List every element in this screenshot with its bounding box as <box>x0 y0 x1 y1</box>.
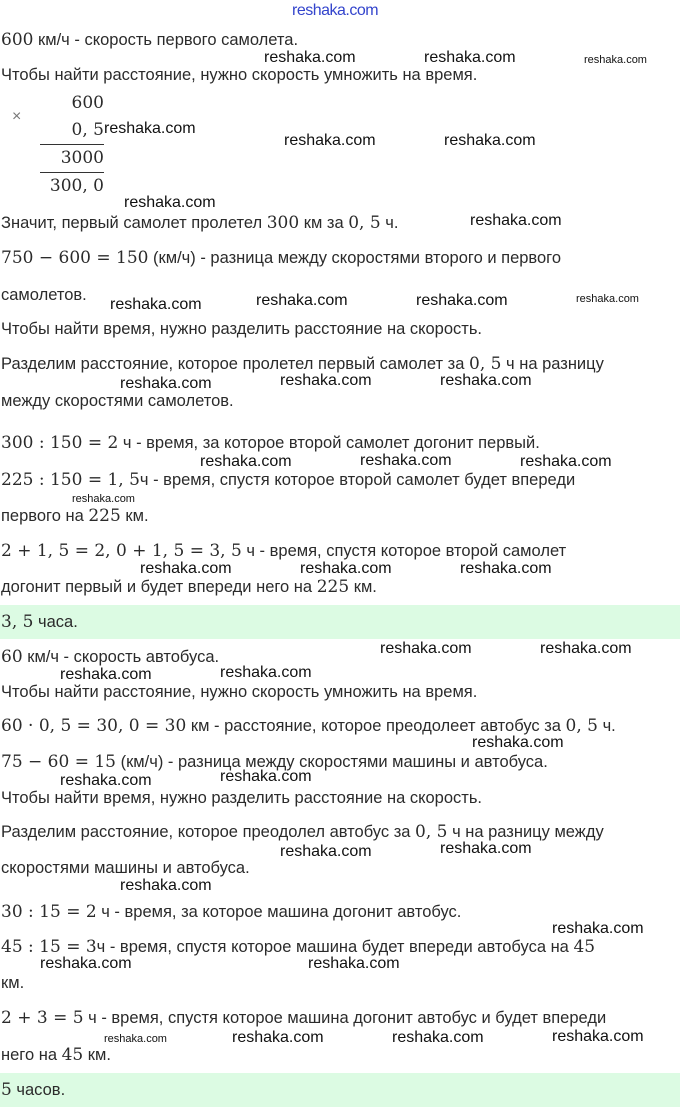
watermark: reshaka.com <box>300 560 392 577</box>
text-line <box>1 66 477 84</box>
text-segment: км/ч - скорость автобуса. <box>22 648 220 666</box>
watermark: reshaka.com <box>200 453 292 470</box>
text-segment: Значит, первый самолет пролетел <box>1 214 267 232</box>
text-segment: часа. <box>33 613 78 631</box>
math-expression: 45 <box>573 937 596 957</box>
watermark: reshaka.com <box>104 120 196 137</box>
watermark: reshaka.com <box>552 1028 644 1045</box>
text-segment: Разделим расстояние, которое пролетел первый самолет за <box>1 355 469 373</box>
math-expression: 300 <box>266 213 300 233</box>
watermark: reshaka.com <box>360 452 452 469</box>
math-expression: 60 · 0, 5 = 30, 0 = 30 <box>1 716 187 736</box>
text-line <box>1 355 604 373</box>
watermark: reshaka.com <box>576 293 639 305</box>
watermark: reshaka.com <box>232 1029 324 1046</box>
text-line <box>1 392 234 410</box>
math-expression: 300 : 150 = 2 <box>1 433 119 453</box>
text-segment: км. <box>83 1046 111 1064</box>
math-expression: 75 − 60 = 15 <box>1 752 116 772</box>
watermark: reshaka.com <box>120 375 212 392</box>
text-segment: ч - время, спустя которое машина догонит автобус и будет впереди <box>83 1009 607 1027</box>
product: 300, 0 <box>40 172 104 200</box>
text-segment: ч - время, спустя которое второй самолет будет впереди <box>139 471 576 489</box>
math-expression: 225 : 150 = 1, 5 <box>1 470 140 490</box>
math-expression: 225 <box>316 577 350 597</box>
watermark: reshaka.com <box>520 453 612 470</box>
watermark: reshaka.com <box>380 640 472 657</box>
column-multiplication <box>40 90 104 200</box>
text-line <box>1 507 149 525</box>
watermark: reshaka.com <box>424 49 516 66</box>
text-line <box>1 31 298 49</box>
watermark: reshaka.com <box>104 1033 167 1045</box>
text-segment: между скоростями самолетов. <box>1 392 234 410</box>
watermark: reshaka.com <box>416 292 508 309</box>
text-segment: первого на <box>1 507 89 525</box>
watermark: reshaka.com <box>440 372 532 389</box>
text-segment: км. <box>349 578 377 596</box>
multiplier: 0, 5 <box>71 120 104 140</box>
text-line <box>1 320 482 338</box>
text-segment: (км/ч) - разница между скоростями машины и автобуса. <box>116 753 548 771</box>
watermark: reshaka.com <box>440 840 532 857</box>
text-segment: км. <box>120 507 149 525</box>
math-expression: 0, 5 <box>348 213 381 233</box>
watermark: reshaka.com <box>472 734 564 751</box>
partial-product: 3000 <box>40 144 104 172</box>
watermark: reshaka.com <box>264 49 356 66</box>
text-line <box>1 578 377 596</box>
math-expression: 2 + 1, 5 = 2, 0 + 1, 5 = 3, 5 <box>1 541 242 561</box>
watermark: reshaka.com <box>470 212 562 229</box>
text-segment: км. <box>1 974 25 992</box>
text-line <box>1 859 250 877</box>
math-expression: 225 <box>88 506 121 526</box>
text-segment: ч. <box>598 717 616 735</box>
text-segment: ч на разницу <box>501 355 604 373</box>
math-expression: 45 : 15 = 3 <box>1 937 97 957</box>
text-segment: догонит первый и будет впереди него на <box>1 578 317 596</box>
text-line <box>1 471 575 489</box>
watermark: reshaka.com <box>280 843 372 860</box>
text-segment: самолетов. <box>1 286 87 304</box>
text-segment: Чтобы найти расстояние, нужно скорость умножить на время. <box>1 66 478 84</box>
math-expression: 30 : 15 = 2 <box>1 902 97 922</box>
math-expression: 0, 5 <box>469 354 502 374</box>
watermark: reshaka.com <box>72 493 135 505</box>
text-segment: часов. <box>11 1081 66 1099</box>
watermark: reshaka.com <box>220 664 312 681</box>
answer-box <box>0 1073 680 1107</box>
math-expression: 0, 5 <box>565 716 598 736</box>
text-segment: (км/ч) - разница между скоростями второго и первого <box>148 249 562 267</box>
watermark: reshaka.com <box>308 955 400 972</box>
watermark: reshaka.com <box>140 560 232 577</box>
answer-box <box>0 605 680 639</box>
watermark: reshaka.com <box>392 1029 484 1046</box>
math-expression: 45 <box>61 1045 84 1065</box>
multiplicand: 600 <box>71 93 104 113</box>
text-segment: ч - время, за которое машина догонит автобус. <box>96 903 462 921</box>
text-segment: ч - время, спустя которое второй самолет <box>241 542 567 560</box>
watermark: reshaka.com <box>444 132 536 149</box>
math-expression: 0, 5 <box>415 822 448 842</box>
text-line <box>1 717 616 735</box>
text-line <box>1 434 540 452</box>
text-segment: ч на разницу между <box>447 823 604 841</box>
text-segment: Чтобы найти время, нужно разделить расстояние на скорость. <box>1 320 483 338</box>
watermark: reshaka.com <box>292 2 379 19</box>
watermark: reshaka.com <box>40 955 132 972</box>
text-line <box>1 683 477 701</box>
multiply-sign: × <box>12 108 22 125</box>
text-line <box>1 542 566 560</box>
math-expression: 600 <box>1 30 34 50</box>
text-line <box>1 903 461 921</box>
math-expression: 2 + 3 = 5 <box>1 1008 84 1028</box>
text-line <box>1 1009 606 1027</box>
text-line <box>1 823 604 841</box>
watermark: reshaka.com <box>552 920 644 937</box>
text-segment: Чтобы найти время, нужно разделить расстояние на скорость. <box>1 789 483 807</box>
text-segment: км за <box>299 214 349 232</box>
watermark: reshaka.com <box>280 372 372 389</box>
text-line <box>1 286 87 304</box>
math-expression: 60 <box>1 647 23 667</box>
text-segment: него на <box>1 1046 62 1064</box>
text-line <box>1 214 398 232</box>
watermark: reshaka.com <box>256 292 348 309</box>
text-line <box>1 938 595 956</box>
math-expression: 750 − 600 = 150 <box>1 248 149 268</box>
text-line <box>1 1081 65 1099</box>
watermark: reshaka.com <box>460 560 552 577</box>
watermark: reshaka.com <box>110 296 202 313</box>
math-expression: 5 <box>1 1080 12 1100</box>
text-line <box>1 789 482 807</box>
text-segment: ч - время, за которое второй самолет догонит первый. <box>118 434 540 452</box>
math-expression: 3, 5 <box>1 612 34 632</box>
text-segment: ч - время, спустя которое машина будет впереди автобуса на <box>96 938 574 956</box>
watermark: reshaka.com <box>60 666 152 683</box>
text-segment: км - расстояние, которое преодолеет автобус за <box>186 717 566 735</box>
text-line <box>1 974 24 992</box>
text-line <box>1 1046 111 1064</box>
watermark: reshaka.com <box>584 54 647 66</box>
text-line <box>1 613 78 631</box>
text-segment: Разделим расстояние, которое преодолел автобус за <box>1 823 416 841</box>
watermark: reshaka.com <box>124 194 216 211</box>
text-line <box>1 648 219 666</box>
text-segment: км/ч - скорость первого самолета. <box>33 31 299 49</box>
text-segment: ч. <box>380 214 399 232</box>
text-segment: скоростями машины и автобуса. <box>1 859 250 877</box>
watermark: reshaka.com <box>540 640 632 657</box>
text-segment: Чтобы найти расстояние, нужно скорость умножить на время. <box>1 683 478 701</box>
text-line <box>1 249 561 267</box>
watermark: reshaka.com <box>284 132 376 149</box>
watermark: reshaka.com <box>220 768 312 785</box>
watermark: reshaka.com <box>120 877 212 894</box>
watermark: reshaka.com <box>60 772 152 789</box>
